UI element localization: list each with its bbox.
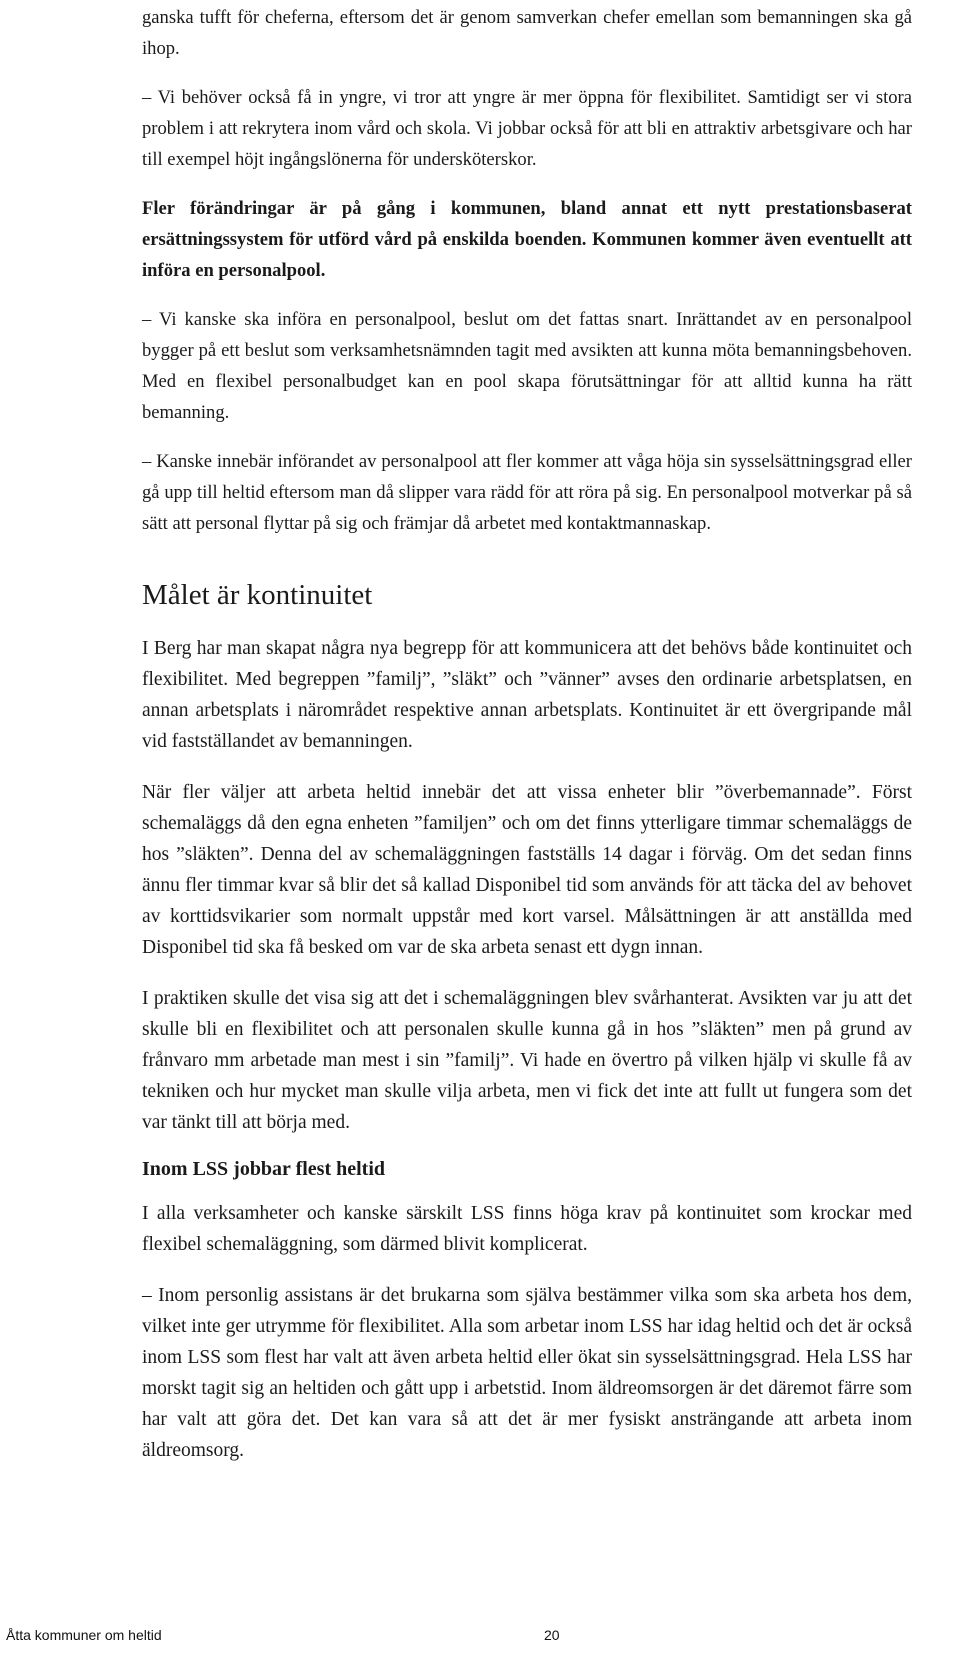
paragraph-lead-changes: Fler förändringar är på gång i kommunen, bland annat ett nytt prestationsbaserat ersättningssystem för utförd vård på enskilda boenden. Kommunen kommer även eventuellt att införa en personalpool. — [142, 198, 912, 281]
paragraph-scheduling: När fler väljer att arbeta heltid innebär det att vissa enheter blir ”överbemannade”. Först schemaläggs då den egna enheten ”familjen” och om det finns ytterligare timmar schemaläggs de hos ”släkten”. Denna del av schemaläggningen fastställs 14 dagar i förväg. Om det sedan finns ännu fler timmar kvar så blir det så kallad Disponibel tid som används för att täcka del av behovet av korttidsvikarier som normalt uppstår med kort varsel. Målsättningen är att anställda med Disponibel tid ska få besked om var de ska arbeta senast ett dygn innan. — [142, 782, 912, 958]
paragraph-lss-requirements: I alla verksamheter och kanske särskilt LSS finns höga krav på kontinuitet som krockar med flexibel schemaläggning, som därmed blivit komplicerat. — [142, 1203, 912, 1255]
section-heading-continuity: Målet är kontinuitet — [142, 579, 373, 611]
paragraph-quote-recruitment: – Vi behöver också få in yngre, vi tror att yngre är mer öppna för flexibilitet. Samtidigt ser vi stora problem i att rekrytera inom vård och skola. Vi jobbar också för att bli en attraktiv arbetsgivare och har till exempel höjt ingångslönerna för undersköterskor. — [142, 87, 912, 170]
paragraph-continuation: ganska tufft för cheferna, eftersom det är genom samverkan chefer emellan som bemanningen ska gå ihop. — [142, 7, 912, 59]
paragraph-concepts: I Berg har man skapat några nya begrepp för att kommunicera att det behövs både kontinuitet och flexibilitet. Med begreppen ”familj”, ”släkt” och ”vänner” avses den ordinarie arbetsplatsen, en annan arbetsplats i närområdet respektive annan arbetsplats. Kontinuitet är ett övergripande mål vid fastställandet av bemanningen. — [142, 638, 912, 752]
document-page — [142, 0, 912, 1466]
subheading-lss: Inom LSS jobbar flest heltid — [142, 1158, 386, 1180]
paragraph-practice: I praktiken skulle det visa sig att det i schemaläggningen blev svårhanterat. Avsikten var ju att det skulle bli en flexibilitet och att personalen skulle kunna gå in hos ”släkten” men på grund av frånvaro mm arbetade man mest i sin ”familj”. Vi hade en övertro på vilken hjälp vi skulle få av tekniken och hur mycket man skulle vilja arbeta, men vi fick det inte att fullt ut fungera som det var tänkt till att börja med. — [142, 988, 912, 1133]
footer-document-title: Åtta kommuner om heltid — [6, 1627, 162, 1643]
footer-page-number: 20 — [544, 1627, 560, 1643]
paragraph-quote-personalpool: – Vi kanske ska införa en personalpool, beslut om det fattas snart. Inrättandet av en personalpool bygger på ett beslut som verksamhetsnämnden tagit med avsikten att kunna möta bemanningsbehoven. Med en flexibel personalbudget kan en pool skapa förutsättningar för att alltid kunna ha rätt bemanning. — [142, 309, 912, 423]
paragraph-quote-employment-rate: – Kanske innebär införandet av personalpool att fler kommer att våga höja sin sysselsättningsgrad eller gå upp till heltid eftersom man då slipper vara rädd för att röra på sig. En personalpool motverkar på så sätt att personal flyttar på sig och främjar då arbetet med kontaktmannaskap. — [142, 451, 912, 534]
paragraph-quote-personal-assistance: – Inom personlig assistans är det brukarna som själva bestämmer vilka som ska arbeta hos dem, vilket inte ger utrymme för flexibilitet. Alla som arbetar inom LSS har idag heltid och det är också inom LSS som flest har valt att även arbeta heltid eller ökat sin sysselsättningsgrad. Hela LSS har morskt tagit sig an heltiden och gått upp i arbetstid. Inom äldreomsorgen är det däremot färre som har valt att göra det. Det kan vara så att det är mer fysiskt ansträngande att arbeta inom äldreomsorg. — [142, 1285, 912, 1461]
